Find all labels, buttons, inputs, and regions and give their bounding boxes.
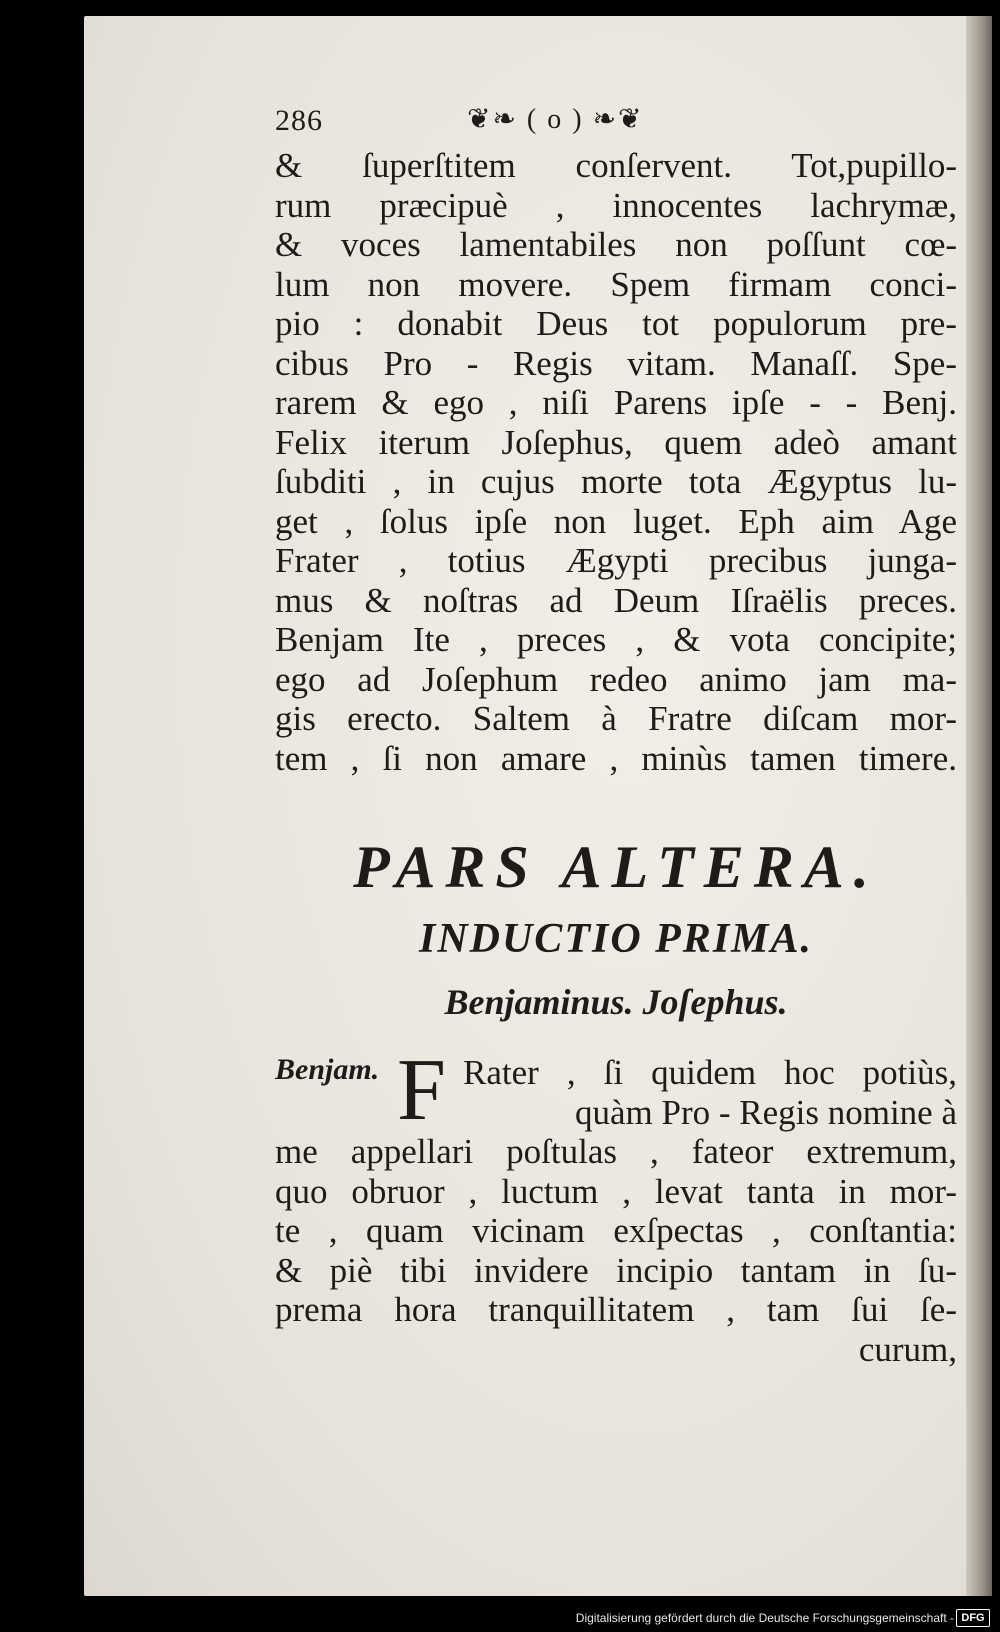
page-text-block (275, 100, 957, 1369)
text-line: & ſuperſtitem conſervent. Tot,pupillo- (275, 146, 957, 185)
section-title: INDUCTIO PRIMA. (418, 916, 814, 962)
part-title: PARS ALTERA. (353, 834, 879, 900)
text-line: get , ſolus ipſe non luget. Eph aim Age (275, 501, 957, 541)
page-header (275, 100, 957, 146)
text-line: me appellari poſtulas , fateor extremum, (275, 1132, 957, 1171)
text-line: mus & noſtras ad Deum Iſraëlis preces. (275, 580, 957, 620)
dfg-logo: DFG (956, 1609, 990, 1627)
text-line: quo obruor , luctum , levat tanta in mor- (275, 1171, 957, 1211)
speaker-label: Benjam. (275, 1053, 380, 1086)
catchword: curum, (858, 1329, 957, 1369)
text-line: & piè tibi invidere incipio tantam in ſu- (275, 1250, 957, 1290)
drop-cap: F (397, 1042, 446, 1139)
text-line: Felix iterum Joſephus, quem adeò amant (275, 422, 957, 462)
text-line: rarem & ego , niſi Parens ipſe - - Benj. (275, 383, 957, 422)
speech-opening (275, 1042, 957, 1139)
text-line: Benjam Ite , preces , & vota concipite; (275, 620, 957, 659)
text-line: cibus Pro - Regis vitam. Manaſſ. Spe- (275, 343, 957, 383)
text-line: gis erecto. Saltem à Fratre diſcam mor- (275, 699, 957, 738)
text-line: ego ad Joſephum redeo animo jam ma- (275, 659, 957, 699)
text-line: quàm Pro - Regis nomine à (574, 1092, 957, 1132)
speaker-list: Benjaminus. Joſephus. (444, 982, 788, 1022)
text-line: Rater , ſi quidem hoc potiùs, (463, 1053, 957, 1092)
text-line: ſubditi , in cujus morte tota Ægyptus lu- (275, 462, 957, 501)
header-ornament: ❦❧ ( o ) ❧❦ (467, 104, 644, 135)
speech-paragraph (275, 1132, 957, 1369)
page-number: 286 (275, 104, 323, 137)
text-line: te , quam vicinam exſpectas , conſtantia: (275, 1211, 957, 1250)
text-line: & voces lamentabiles non poſſunt cœ- (275, 225, 957, 264)
body-paragraph (275, 146, 957, 778)
speech-first-lines (463, 1053, 957, 1132)
book-spine-shadow (966, 16, 992, 1596)
text-line: Frater , totius Ægypti precibus junga- (275, 541, 957, 580)
text-line: pio : donabit Deus tot populorum pre- (275, 304, 957, 343)
text-line: prema hora tranquillitatem , tam ſui ſe- (275, 1290, 957, 1329)
digitization-credit: Digitalisierung gefördert durch die Deutsche Forschungsgemeinschaft - (575, 1611, 954, 1625)
text-line: rum præcipuè , innocentes lachrymæ, (275, 185, 957, 225)
text-line: lum non movere. Spem firmam conci- (275, 264, 957, 304)
text-line: tem , ſi non amare , minùs tamen timere. (275, 738, 957, 778)
